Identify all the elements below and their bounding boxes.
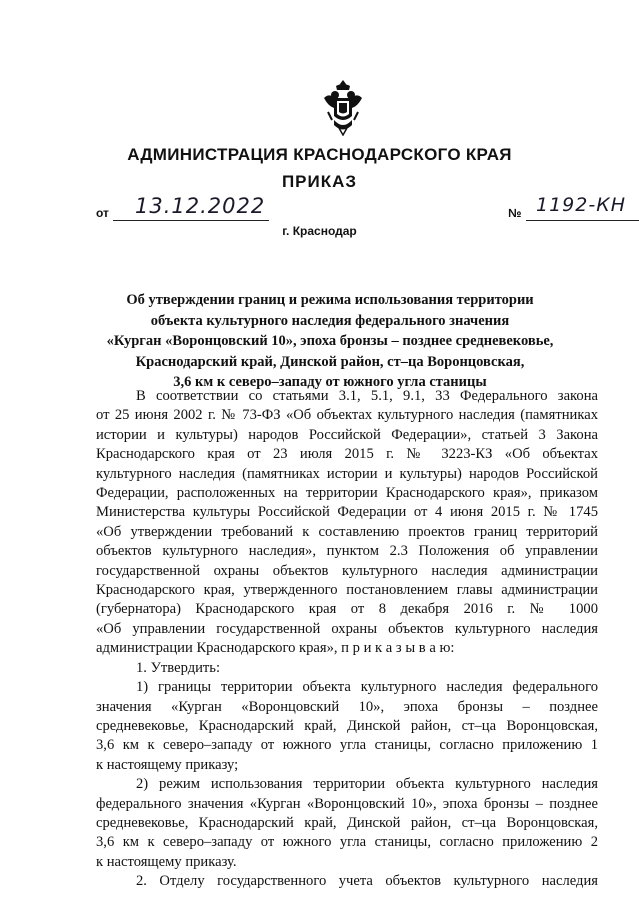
body-line: к настоящему приказу. — [96, 853, 237, 870]
document-body — [96, 387, 598, 892]
body-line: к настоящему приказу; — [96, 756, 239, 773]
body-line: «Об управлении государственной охраны объектов культурного наследия — [96, 620, 598, 637]
body-line: государственной охраны объектов культурного наследия администрации — [96, 562, 598, 579]
number-handwritten: 1192-КН — [536, 194, 626, 216]
body-line: 1) границы территории объекта культурного наследия федерального — [136, 679, 598, 696]
body-line: 3,6 км к северо–западу от южного угла станицы, согласно приложению 1 — [96, 737, 598, 754]
body-line: администрации Краснодарского края», п р и к а з ы в а ю: — [96, 640, 455, 657]
body-line: Федерации, расположенных на территории Краснодарского края», приказом — [96, 485, 598, 502]
body-line: значения «Курган «Воронцовский 10», эпоха бронзы – позднее — [96, 698, 598, 715]
body-line: федерального значения «Курган «Воронцовский 10», эпоха бронзы – позднее — [96, 795, 598, 812]
body-line: 1. Утвердить: — [136, 659, 221, 676]
body-line: 2. Отделу государственного учета объектов культурного наследия — [136, 873, 598, 890]
from-label: от — [96, 206, 109, 220]
date-field — [113, 196, 269, 221]
body-line: Министерства культуры Российской Федерации от 4 июня 2015 г. № 1745 — [96, 504, 598, 521]
body-line: от 25 июня 2002 г. № 73-ФЗ «Об объектах культурного наследия (памятниках — [96, 407, 598, 424]
body-line: средневековье, Краснодарский край, Динской район, ст–ца Воронцовская, — [96, 814, 598, 831]
city: г. Краснодар — [282, 224, 357, 238]
subject-line: «Курган «Воронцовский 10», эпоха бронзы – позднее средневековье, — [106, 333, 554, 349]
body-line: культурного наследия (памятниках истории и культуры) народов Российской — [96, 465, 598, 482]
number-label: № — [508, 206, 522, 220]
body-line: (губернатора) Краснодарского края от 8 декабря 2016 г. № 1000 — [96, 601, 598, 618]
subject-line: объекта культурного наследия федерального значения — [150, 312, 510, 329]
date-number-row — [96, 194, 626, 226]
body-line: «Об утверждении требований к составлению проектов границ территорий — [96, 523, 598, 540]
date-handwritten: 13.12.2022 — [135, 194, 266, 218]
body-line: 3,6 км к северо–западу от южного угла станицы, согласно приложению 2 — [96, 834, 598, 851]
subject-line: 3,6 км к северо–западу от южного угла станицы — [173, 374, 487, 390]
body-line: истории и культуры) народов Российской Федерации», статьей 3 Закона — [96, 426, 598, 443]
organization-title: АДМИНИСТРАЦИЯ КРАСНОДАРСКОГО КРАЯ — [127, 145, 512, 164]
body-line: В соответствии со статьями 3.1, 5.1, 9.1, 33 Федерального закона — [136, 388, 598, 404]
coat-of-arms-icon — [322, 78, 364, 136]
subject-line: Об утверждении границ и режима использования территории — [126, 292, 534, 308]
body-line: Краснодарского края от 23 июля 2015 г. № 3223-КЗ «Об объектах — [96, 446, 598, 463]
subject-line: Краснодарский край, Динской район, ст–ца Воронцовская, — [135, 353, 525, 370]
document-subject — [100, 290, 560, 393]
number-field — [526, 196, 639, 221]
body-line: объектов культурного наследия», пунктом 2.3 Положения об управлении — [96, 543, 598, 560]
document-type: ПРИКАЗ — [281, 172, 358, 191]
body-line: 2) режим использования территории объекта культурного наследия — [136, 776, 598, 793]
body-line: Краснодарского края, утвержденного постановлением главы администрации — [96, 582, 598, 599]
body-line: средневековье, Краснодарский край, Динской район, ст–ца Воронцовская, — [96, 717, 598, 734]
